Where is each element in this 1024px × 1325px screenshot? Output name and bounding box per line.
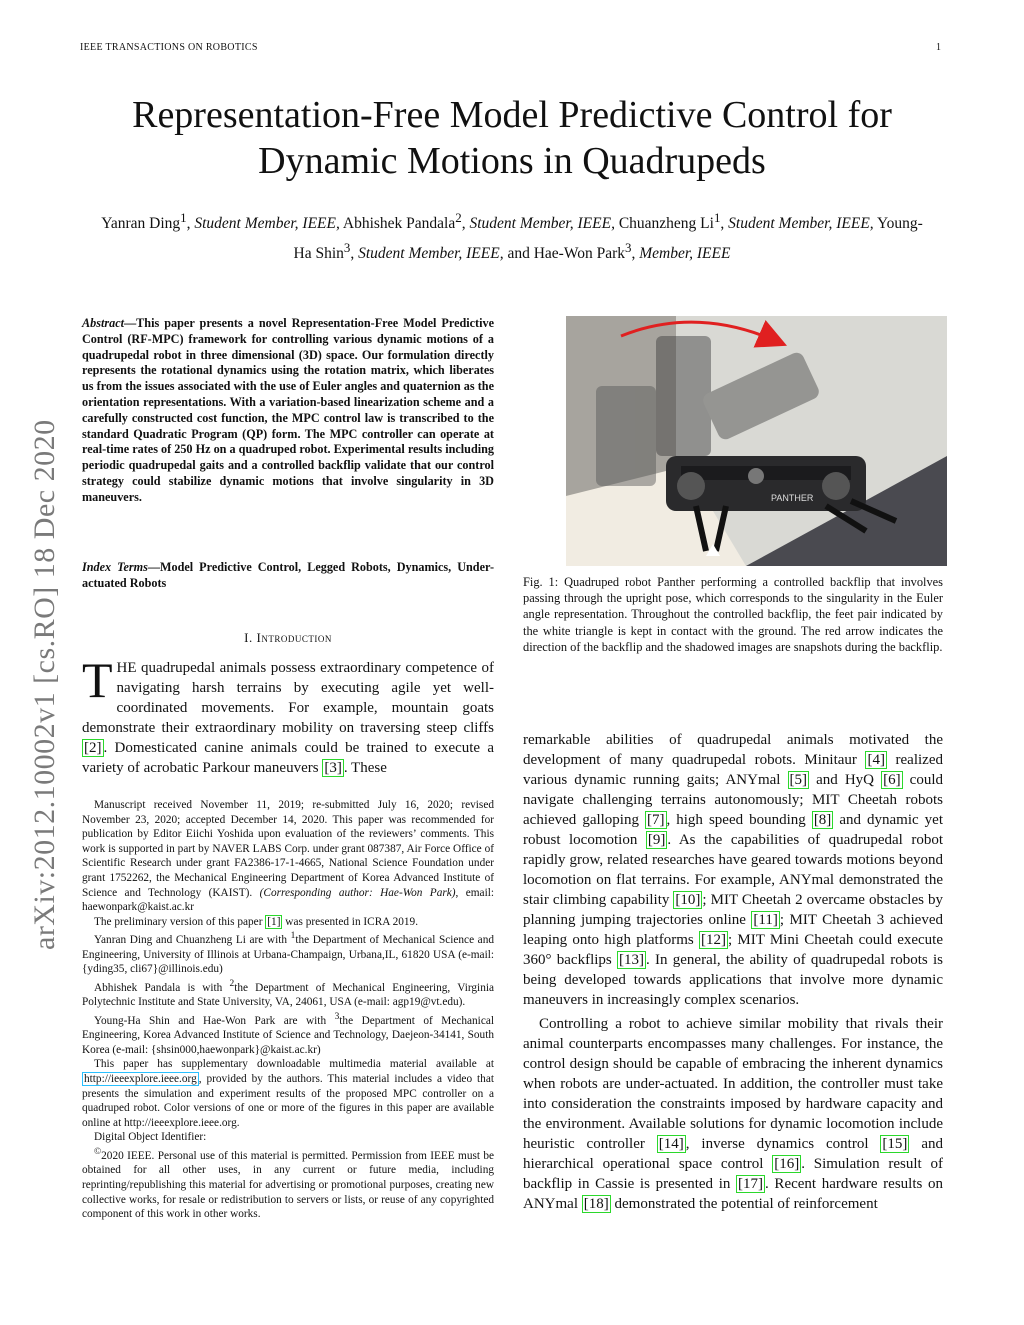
abstract-text: —This paper presents a novel Representation-Free Model Predictive Control (RF-MPC) framework for controlling various dynamic motions of a quadrupedal robot in three dimensional (3D) space. Our formulation directly represents the rotational dynamics using the rotation matrix, which liberates us from the issues associated with the use of Euler angles and quaternion as the orientation representations. With a variation-based linearization scheme and a carefully constructed cost function, the MPC control law is transcribed to the standard Quadratic Program (QP) form. The MPC controller can operate at real-time rates of 250 Hz on a quadruped robot. Experimental results including periodic quadrupedal gaits and a controlled backflip validate that our control strategy could stabilize dynamic motions that involve singularity in 3D maneuvers. <box>82 316 494 504</box>
index-terms-label: Index Terms <box>82 560 148 574</box>
footnote-text: The preliminary version of this paper <box>94 915 266 928</box>
arxiv-stamp <box>8 350 61 950</box>
body-text: ; MIT Cheetah 3 achieved leaping onto high platforms <box>523 912 943 948</box>
citation-link[interactable]: [7] <box>647 812 665 828</box>
intro-text: . These <box>343 760 387 776</box>
author-name: Young-Ha Shin <box>293 215 923 263</box>
citation-link[interactable]: [4] <box>867 752 885 768</box>
body-text: , inverse dynamics control <box>685 1136 881 1152</box>
figure-1-photo <box>566 316 947 566</box>
footnote-text: Abhishek Pandala is with <box>94 981 230 994</box>
body-text: ; MIT Mini Cheetah could execute 360° backflips <box>523 932 943 968</box>
drop-cap: T <box>82 652 113 708</box>
abstract <box>82 316 494 506</box>
footnote-copyright <box>82 1145 494 1222</box>
citation-link[interactable]: [13] <box>619 952 645 968</box>
journal-header: IEEE TRANSACTIONS ON ROBOTICS <box>80 42 258 53</box>
arxiv-stamp-text: arXiv:2012.10002v1 [cs.RO] 18 Dec 2020 <box>28 419 61 950</box>
author-name: Abhishek Pandala <box>342 215 456 233</box>
body-text: and hierarchical operational space control <box>523 1136 943 1172</box>
citation-link[interactable]: [12] <box>700 932 726 948</box>
footnote-text: , provided by the authors. This material includes a video that presents the simulation and experiment results of the proposed MPC controller on a quadruped robot. Color versions of one or more of the figures in this paper are available online at http://ieeexplore.ieee.org. <box>82 1072 494 1129</box>
footnote-text: Manuscript received November 11, 2019; re-submitted July 16, 2020; revised November 23, 2020; accepted December 14, 2020. This paper was recommended for publication by Editor Eiichi Yoshida upon evaluation of the reviewers’ comments. This work is supported in part by NAVER LABS Corp. under grant 087387, Air Force Office of Scientific Research under grant FA2386-17-1-4665, National Science Foundation under grant 1752262, the Mechanical Engineering Department of Korea Advanced Institute of Science and Technology (KAIST). <box>82 799 494 899</box>
body-text: demonstrated the potential of reinforcement <box>610 1196 878 1212</box>
author-list: Yanran Ding$^1$, Student Member, IEEE, Abhishek Pandala$^2$, Student Member, IEEE, Chuanzheng Li$^1$, Student Member, IEEE, Young-Ha Shin$^3$, Student Member, IEEE, and Hae-Won Park$^3$, Member, IEEE <box>101 210 923 263</box>
author-role: Student Member, IEEE, <box>194 215 340 233</box>
page-number: 1 <box>936 42 941 53</box>
citation-link[interactable]: [5] <box>789 772 808 788</box>
author-affil: 3 <box>343 240 351 256</box>
author-name: Chuanzheng Li <box>618 215 714 233</box>
body-text: and dynamic yet robust locomotion <box>523 812 943 848</box>
body-paragraph-1 <box>523 730 943 1010</box>
citation-link[interactable]: [16] <box>774 1156 800 1172</box>
index-terms-text: —Model Predictive Control, Legged Robots, Dynamics, Under-actuated Robots <box>82 560 494 590</box>
affil-marker: 2 <box>229 978 235 989</box>
backflip-illustration <box>566 316 947 566</box>
citation-link[interactable]: [6] <box>883 772 901 788</box>
author-affil: 2 <box>455 210 462 225</box>
right-column-body <box>523 730 943 1214</box>
index-terms <box>82 560 494 592</box>
footnote-text: the Department of Mechanical Science and Engineering, University of Illinois at Urbana-Champaign, Urbana,IL, 61820 USA (e-mail: {yding35, cli67}@illinois.edu) <box>82 934 494 976</box>
footnote-text: Yanran Ding and Chuanzheng Li are with <box>94 934 291 947</box>
body-text: . In general, the ability of quadrupedal robots is being developed towards applications that involve more dynamic maneuvers in increasingly complex scenarios. <box>523 952 944 1008</box>
footnote-text: This paper has supplementary downloadable multimedia material available at <box>94 1058 494 1071</box>
author-role: Student Member, IEEE, <box>469 215 615 233</box>
body-text: ; MIT Cheetah 2 overcame obstacles by planning jumping trajectories online <box>523 892 943 928</box>
author-role: Student Member, IEEE, <box>728 215 874 233</box>
body-text: realized various dynamic running gaits; ANYmal <box>523 752 943 788</box>
footnote-affil-1 <box>82 929 494 977</box>
body-text: and HyQ <box>809 772 882 788</box>
citation-link[interactable]: [1] <box>267 915 281 928</box>
citation-link[interactable]: [17] <box>738 1176 764 1192</box>
affil-marker: 1 <box>290 931 296 942</box>
footnote-text: 2020 IEEE. Personal use of this material is permitted. Permission from IEEE must be obtained for all other uses, in any current or future media, including reprinting/republishing this material for advertising or promotional purposes, creating new collective works, for resale or redistribution to servers or lists, or reuse of any copyrighted component of this work in other works. <box>82 1149 494 1221</box>
author-role: Member, IEEE <box>639 245 731 263</box>
footnote-text: the Department of Mechanical Engineering, Korea Advanced Institute of Science and Technology, Daejeon-34141, South Korea (e-mail: {shsin000,haewonpark}@kaist.ac.kr) <box>82 1014 494 1056</box>
author-name: Yanran Ding <box>101 215 181 233</box>
citation-link[interactable]: [10] <box>675 892 701 908</box>
body-text: . Recent hardware results on ANYmal <box>523 1176 943 1212</box>
footnote-text: Young-Ha Shin and Hae-Won Park are with <box>94 1014 335 1027</box>
section-heading <box>82 630 494 646</box>
author-affil: 3 <box>625 240 632 256</box>
citation-link[interactable]: [9] <box>647 832 666 848</box>
body-text: remarkable abilities of quadrupedal animals motivated the development of many quadrupedal robots. Minitaur <box>523 732 943 768</box>
figure-caption: Fig. 1: Quadruped robot Panther performing a controlled backflip that involves passing through the upright pose, which corresponds to the singularity in the Euler angle representation. Throughout the controlled backflip, the feet pair indicated by the white triangle is kept in contact with the ground. The red arrow indicates the direction of the backflip and the shadowed images are snapshots during the backflip. <box>523 575 943 654</box>
paper-title: Representation-Free Model Predictive Control for Dynamic Motions in Quadrupeds <box>132 94 892 182</box>
ieeexplore-link[interactable]: http://ieeexplore.ieee.org <box>84 1072 197 1085</box>
body-text: , high speed bounding <box>666 812 812 828</box>
citation-link[interactable]: [15] <box>882 1136 908 1152</box>
citation-link[interactable]: [14] <box>658 1136 684 1152</box>
author-affil: 1 <box>713 210 721 225</box>
footnotes <box>82 798 494 1222</box>
corresponding-author: (Corresponding author: Hae-Won Park) <box>259 886 456 899</box>
footnote-text: was presented in ICRA 2019. <box>282 915 419 928</box>
footnote-manuscript <box>82 798 494 915</box>
citation-link[interactable]: [3] <box>324 760 342 776</box>
citation-link[interactable]: [11] <box>753 912 778 928</box>
intro-text: HE quadrupedal animals possess extraordinary competence of navigating harsh terrains by executing agile yet well-coordinated movements. For example, mountain goats demonstrate their extraordinary mobility on traversing steep cliffs <box>82 660 494 736</box>
author-affil: 1 <box>180 210 187 225</box>
citation-link[interactable]: [18] <box>583 1196 609 1212</box>
footnote-affil-3 <box>82 1010 494 1058</box>
body-text: could navigate challenging terrains autonomously; MIT Cheetah robots achieved galloping <box>523 772 943 828</box>
citation-link[interactable]: [2] <box>84 740 102 756</box>
author-role: Student Member, IEEE, <box>358 245 504 263</box>
section-title: Introduction <box>256 630 332 645</box>
robot-label: PANTHER <box>771 493 814 503</box>
footnote-text: the Department of Mechanical Engineering, Virginia Polytechnic Institute and State University, VA, 24061, USA (e-mail: agp19@vt.edu). <box>82 981 494 1009</box>
citation-link[interactable]: [8] <box>813 812 832 828</box>
copyright-symbol: © <box>94 1146 102 1157</box>
footnote-supplementary <box>82 1057 494 1130</box>
intro-text: . Domesticated canine animals could be trained to execute a variety of acrobatic Parkour maneuvers <box>82 740 494 776</box>
abstract-label: Abstract <box>82 316 124 330</box>
footnote-doi: Digital Object Identifier: <box>94 1131 207 1144</box>
body-text: . Simulation result of backflip in Cassie is presented in <box>523 1156 943 1192</box>
section-number: I. <box>244 630 253 645</box>
intro-paragraph <box>82 652 494 778</box>
body-text: Controlling a robot to achieve similar mobility that rivals their animal counterparts encompasses many challenges. For instance, the control design should be capable of embracing the inherent dynamics when robots are under-actuated. In addition, the controller must take into consideration the constraints imposed by hardware capacity and the environment. Available solutions for dynamic locomotion include heuristic controller <box>523 1016 943 1152</box>
affil-marker: 3 <box>334 1011 340 1022</box>
footnote-affil-2 <box>82 977 494 1010</box>
body-text: . As the capabilities of quadrupedal robot rapidly grow, related researches have geared towards motions beyond locomotion on flat terrains. For example, ANYmal demonstrated the stair climbing capability <box>523 832 943 908</box>
footnote-text: , email: haewonpark@kaist.ac.kr <box>82 886 494 914</box>
footnote-preliminary <box>82 915 494 930</box>
author-name: and Hae-Won Park <box>507 245 626 263</box>
body-paragraph-2 <box>523 1014 943 1214</box>
